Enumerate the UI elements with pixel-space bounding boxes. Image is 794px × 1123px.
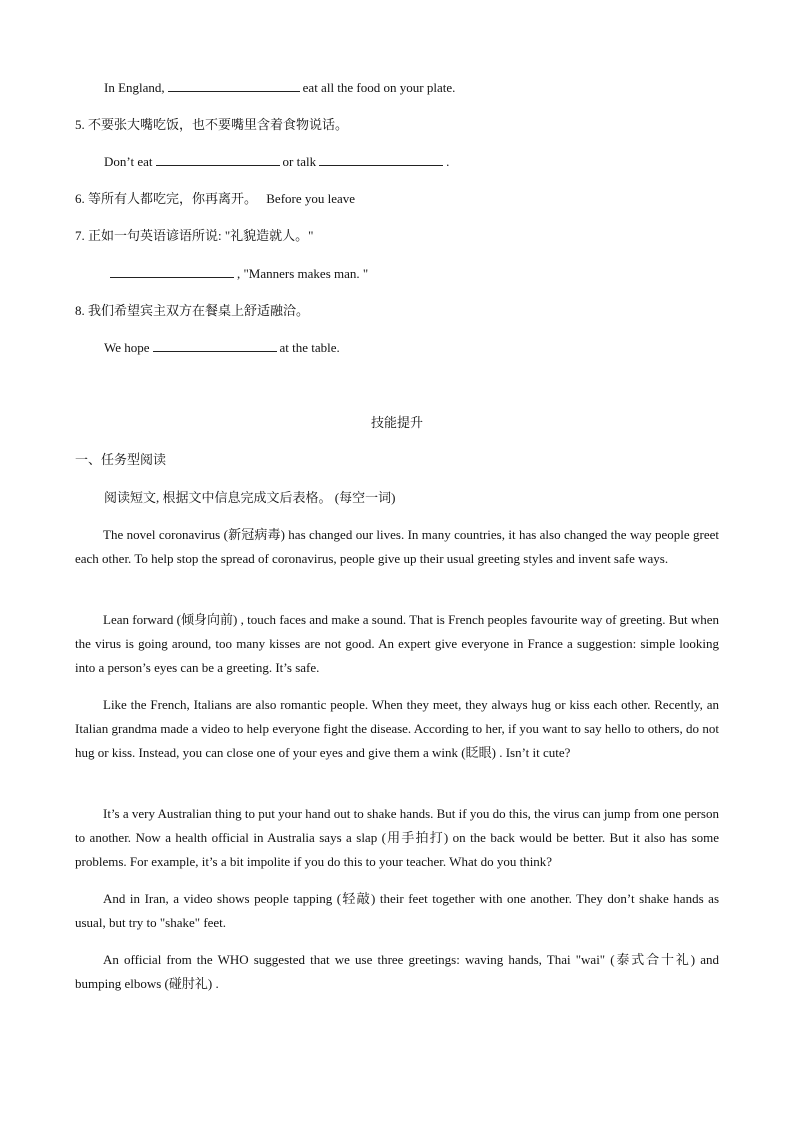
passage-paragraph-6: An official from the WHO suggested that we use three greetings: waving hands, Thai "wai" (泰式合十礼) and bumping elbows (碰肘礼) . [75,952,719,991]
item4-suffix: eat all the food on your plate. [302,80,456,95]
passage-paragraph-5: And in Iran, a video shows people tapping (轻敲) their feet together with one another. They don’t shake hands as usual, but try to "shake" feet. [75,891,719,930]
item5-sentence [104,154,449,170]
item5-blank-1[interactable] [156,154,280,166]
item8-suffix: at the table. [279,340,340,355]
item6-english: Before you leave [266,191,356,206]
reading-instruction: 阅读短文, 根据文中信息完成文后表格。 (每空一词) [104,490,396,505]
item4-prefix: In England, [104,80,165,95]
item7-number: 7. [75,228,85,243]
item8-prefix: We hope [104,340,150,355]
item8-chinese: 我们希望宾主双方在餐桌上舒适融洽。 [88,303,310,318]
item6-prompt [75,191,355,207]
item5-prompt [75,117,348,133]
item5-number: 5. [75,117,85,132]
item5-chinese: 不要张大嘴吃饭，也不要嘴里含着食物说话。 [88,117,349,132]
item6-chinese: 等所有人都吃完，你再离开。 [88,191,258,206]
item8-blank[interactable] [153,340,277,352]
item6-number: 6. [75,191,85,206]
section-title: 技能提升 [370,415,423,430]
item7-chinese: 正如一句英语谚语所说: "礼貌造就人。" [88,228,314,243]
item7-suffix: , "Manners makes man. " [237,266,369,281]
item8-prompt [75,303,309,319]
item5-blank-2[interactable] [319,154,443,166]
item5-suffix: . [446,154,450,169]
part1-heading: 一、任务型阅读 [75,452,167,467]
item7-prompt [75,228,313,244]
item4-blank[interactable] [168,80,300,92]
item7-blank[interactable] [110,266,234,278]
passage-paragraph-1: The novel coronavirus (新冠病毒) has changed our lives. In many countries, it has also changed the way people greet each other. To help stop the spread of coronavirus, people give up their usual greeting styles and invent safe ways. [75,527,719,566]
item4-sentence [104,80,455,96]
item7-sentence [110,266,368,282]
item8-sentence [104,340,340,356]
passage-paragraph-3: Like the French, Italians are also romantic people. When they meet, they always hug or kiss each other. Recently, an Italian grandma made a video to help everyone fight the disease. According to her, if you want to say hello to others, do not hug or kiss. Instead, you can close one of your eyes and give them a wink (眨眼) . Isn’t it cute? [75,697,719,760]
item5-middle: or talk [282,154,317,169]
item5-prefix: Don’t eat [104,154,153,169]
passage-paragraph-2: Lean forward (倾身向前) , touch faces and make a sound. That is French peoples favourite way of greeting. But when the virus is going around, too many kisses are not good. An expert give everyone in France a suggestion: simple looking into a person’s eyes can be a greeting. It’s safe. [75,612,719,675]
passage-paragraph-4: It’s a very Australian thing to put your hand out to shake hands. But if you do this, the virus can jump from one person to another. Now a health official in Australia says a slap (用手拍打) on the back would be better. But it also has some problems. For example, it’s a bit impolite if you do this to your teacher. What do you think? [75,806,719,869]
item8-number: 8. [75,303,85,318]
